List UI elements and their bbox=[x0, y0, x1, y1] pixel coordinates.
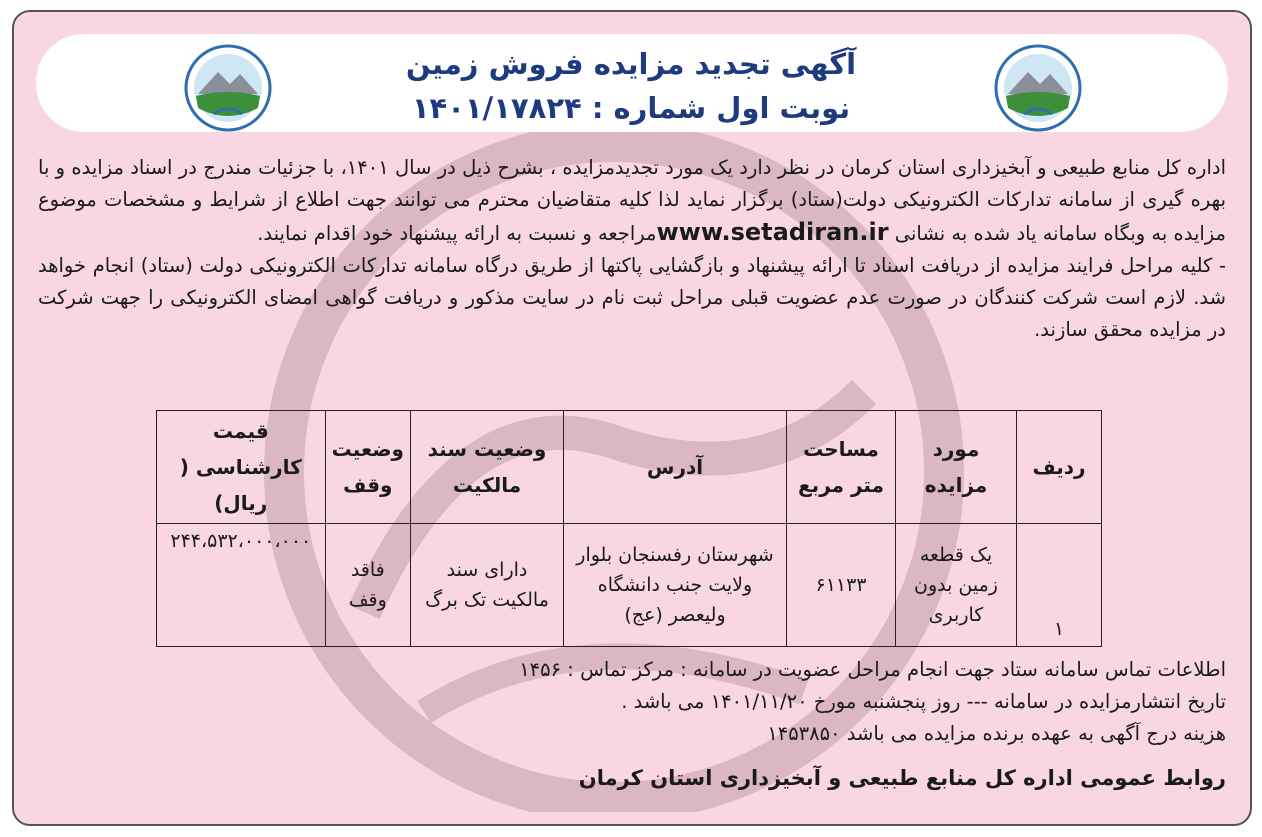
cell-deed-status: دارای سند مالکیت تک برگ bbox=[411, 524, 564, 647]
header-row-no: ردیف bbox=[1017, 411, 1102, 524]
body-text-part1: اداره کل منابع طبیعی و آبخیزداری استان کرمان در نظر دارد یک مورد تجدیدمزایده ، بشرح ذیل در سال ۱۴۰۱، با جزئیات مندرج در اسناد مزایده و با بهره گیری از سامانه تدارکات الکترونیکی دولت(ستاد) برگزار نماید لذا کلیه متقاضیان محترم می توانند جهت اطلاع از شرایط و مشخصات موضوع مزایده به وبگاه سامانه یاد شده به نشانی bbox=[38, 156, 1226, 245]
body-paragraph-2: - کلیه مراحل فرایند مزایده از دریافت اسناد تا ارائه پیشنهاد و بازگشایی پاکتها از طریق درگاه سامانه تدارکات الکترونیکی دولت (ستاد) انجام خواهد شد. لازم است شرکت کنندگان در صورت عدم عضویت قبلی مراحل ثبت نام در سایت مذکور و دریافت گواهی امضای الکترونیکی را جهت شرکت در مزایده محقق سازند. bbox=[38, 254, 1226, 341]
title-block bbox=[336, 42, 926, 130]
cell-price: ۲۴۴،۵۳۲،۰۰۰،۰۰۰ bbox=[157, 524, 326, 647]
organization-logo-icon bbox=[994, 44, 1082, 132]
header-item: مورد مزایده bbox=[896, 411, 1017, 524]
header-price: قیمت کارشناسی ( ریال) bbox=[157, 411, 326, 524]
auction-table bbox=[156, 410, 1102, 647]
publish-date: تاریخ انتشارمزایده در سامانه --- روز پنجشنبه مورخ ۱۴۰۱/۱۱/۲۰ می باشد . bbox=[621, 690, 1226, 713]
announcement-frame bbox=[12, 10, 1252, 826]
table-header-row bbox=[157, 411, 1102, 524]
cell-area: ۶۱۱۳۳ bbox=[787, 524, 896, 647]
ad-cost: هزینه درج آگهی به عهده برنده مزایده می باشد ۱۴۵۳۸۵۰ bbox=[767, 722, 1226, 745]
header-area: مساحت متر مربع bbox=[787, 411, 896, 524]
announcement-body bbox=[38, 152, 1226, 346]
organization-logo-icon bbox=[184, 44, 272, 132]
announcement-title: آگهی تجدید مزایده فروش زمین bbox=[405, 47, 857, 81]
header-waqf-status: وضعیت وقف bbox=[325, 411, 410, 524]
footer-info bbox=[38, 654, 1226, 750]
body-paragraph-1 bbox=[38, 152, 1226, 250]
contact-info: اطلاعات تماس سامانه ستاد جهت انجام مراحل عضویت در سامانه : مرکز تماس : ۱۴۵۶ bbox=[519, 658, 1226, 681]
announcement-number: نوبت اول شماره : ۱۴۰۱/۱۷۸۲۴ bbox=[411, 91, 851, 125]
body-text-part2: مراجعه و نسبت به ارائه پیشنهاد خود اقدام نمایند. bbox=[257, 222, 657, 245]
cell-item: یک قطعه زمین بدون کاربری bbox=[896, 524, 1017, 647]
header-deed-status: وضعیت سند مالکیت bbox=[411, 411, 564, 524]
signature: روابط عمومی اداره کل منابع طبیعی و آبخیزداری استان کرمان bbox=[578, 766, 1226, 790]
header-banner bbox=[36, 34, 1228, 132]
cell-waqf-status: فاقد وقف bbox=[325, 524, 410, 647]
table-row bbox=[157, 524, 1102, 647]
cell-row-no: ۱ bbox=[1017, 524, 1102, 647]
header-address: آدرس bbox=[564, 411, 787, 524]
cell-address: شهرستان رفسنجان بلوار ولایت جنب دانشگاه ولیعصر (عج) bbox=[564, 524, 787, 647]
website-link[interactable]: www.setadiran.ir bbox=[656, 218, 889, 246]
